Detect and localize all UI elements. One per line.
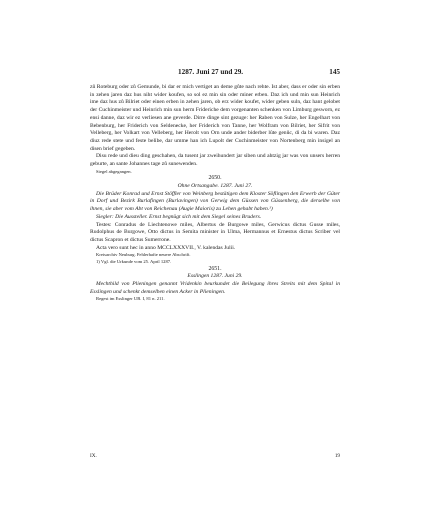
- doc2650-actum: Acta vero sunt hec in anno MCCLXXXVII., V. kalendas Julii.: [96, 244, 236, 251]
- doc2650-archive: Kreisarchiv Neuburg. Fehlerhafte neuere Abschrift.: [96, 252, 191, 258]
- doc2650-sealer: Siegler: Die Aussteller. Ernst begnügt sich mit dem Siegel seines Bruders.: [96, 213, 262, 220]
- sheet-number: 19: [334, 453, 340, 459]
- doc2651-number: 2651.: [208, 265, 222, 272]
- page-number: 145: [329, 68, 340, 76]
- signature-mark: IX.: [90, 453, 97, 459]
- doc2649-seal-note: Siegel abgegangen.: [96, 168, 132, 174]
- doc2650-witnesses: Testes: Conradus de Liechtenowe miles, Albertus de Burgowe miles, Gerwicus dictus Gusse miles, Rudolphus de Burgowe, Otto dictus in Semita minister in Ulma, Hermannus et Ernestus dictus Scriber vel dictus Scapron et dictus Sumerrone.: [90, 221, 340, 243]
- page-header: [90, 68, 340, 80]
- page-body: [90, 84, 340, 303]
- doc2650-footnote: 1) Vgl. die Urkunde vom 25. April 1287.: [96, 258, 172, 264]
- doc2651-date-line: Esslingen 1287. Juni 29.: [187, 273, 243, 280]
- page-footer: [90, 453, 340, 463]
- doc2650-number: 2650.: [208, 175, 222, 182]
- doc2651-regest: Mechthild von Plieningen genannt Vridenkin beurkundet die Beilegung ihres Streits mit dem Spital in Esslingen und schenkt demselben einen Acker in Plieningen.: [90, 280, 340, 295]
- running-title: 1287. Juni 27 und 29.: [178, 68, 244, 76]
- doc2651-source: Regest im Esslinger UB. I, 81 n. 211.: [96, 296, 165, 302]
- doc2650-date-line: Ohne Ortsangabe. 1287. Juni 27.: [177, 183, 253, 190]
- doc2650-regest: Die Brüder Konrad und Ernst Stöffler von Weinberg bestätigen dem Kloster Söflingen den Erwerb der Güter in Dorf und Bezirk Burlafingen (Burlavingen) von Gerwig dem Güssen von Güssenberg, die derselbe von ihnen, sie aber vom Abt von Reichenau (Augie Maioris) zu Lehen gehabt haben.¹): [90, 190, 340, 213]
- doc2649-paragraph-2: Disu rede und dieu ding geschahen, da tusent jar zweihundert jar siben und ahtzig jar was von unsers herren geburte, an sante Johannes tage zů sunewenden.: [90, 153, 340, 168]
- doc2649-paragraph-1: zů Roteburg oder zů Gemunde, bi dar er mich vertiget an deme gůte nach rehte. Ist aber, dass er oder sin erben in zehen jaren daz hus niht wider koufen, so sol ez min sin oder miner erben. Daz ich und min sun Heinrich ime daz hus zů Bilriet oder einen erben in zehen jaren, ob erz wider koufet, wider geben suln, daz hant gelobet der Cuchinmeister und Heinrich min sun herm Frideriche dem vorgenanten schenken von Limburg gesworn, ez ensi danne, daz wir ez verliesen ane geverde. Dirre dinge sint gezuge: her Raben von Sulze, her Engelhart von Bebenburg, her Friderich von Seldenecke, her Friderich von Tanne, her Wolfram von Bilriet, her Sifrit von Velleberg, her Volkart von Velleberg, her Herolt von Orn unde ander biderber lûte genůc, di da bi waren. Daz diuz rede stete und feste belibe, dar umme han ich Lupolt der Cuchinmeister von Nortenberg min insigel an disen brief gegeben.: [90, 84, 340, 152]
